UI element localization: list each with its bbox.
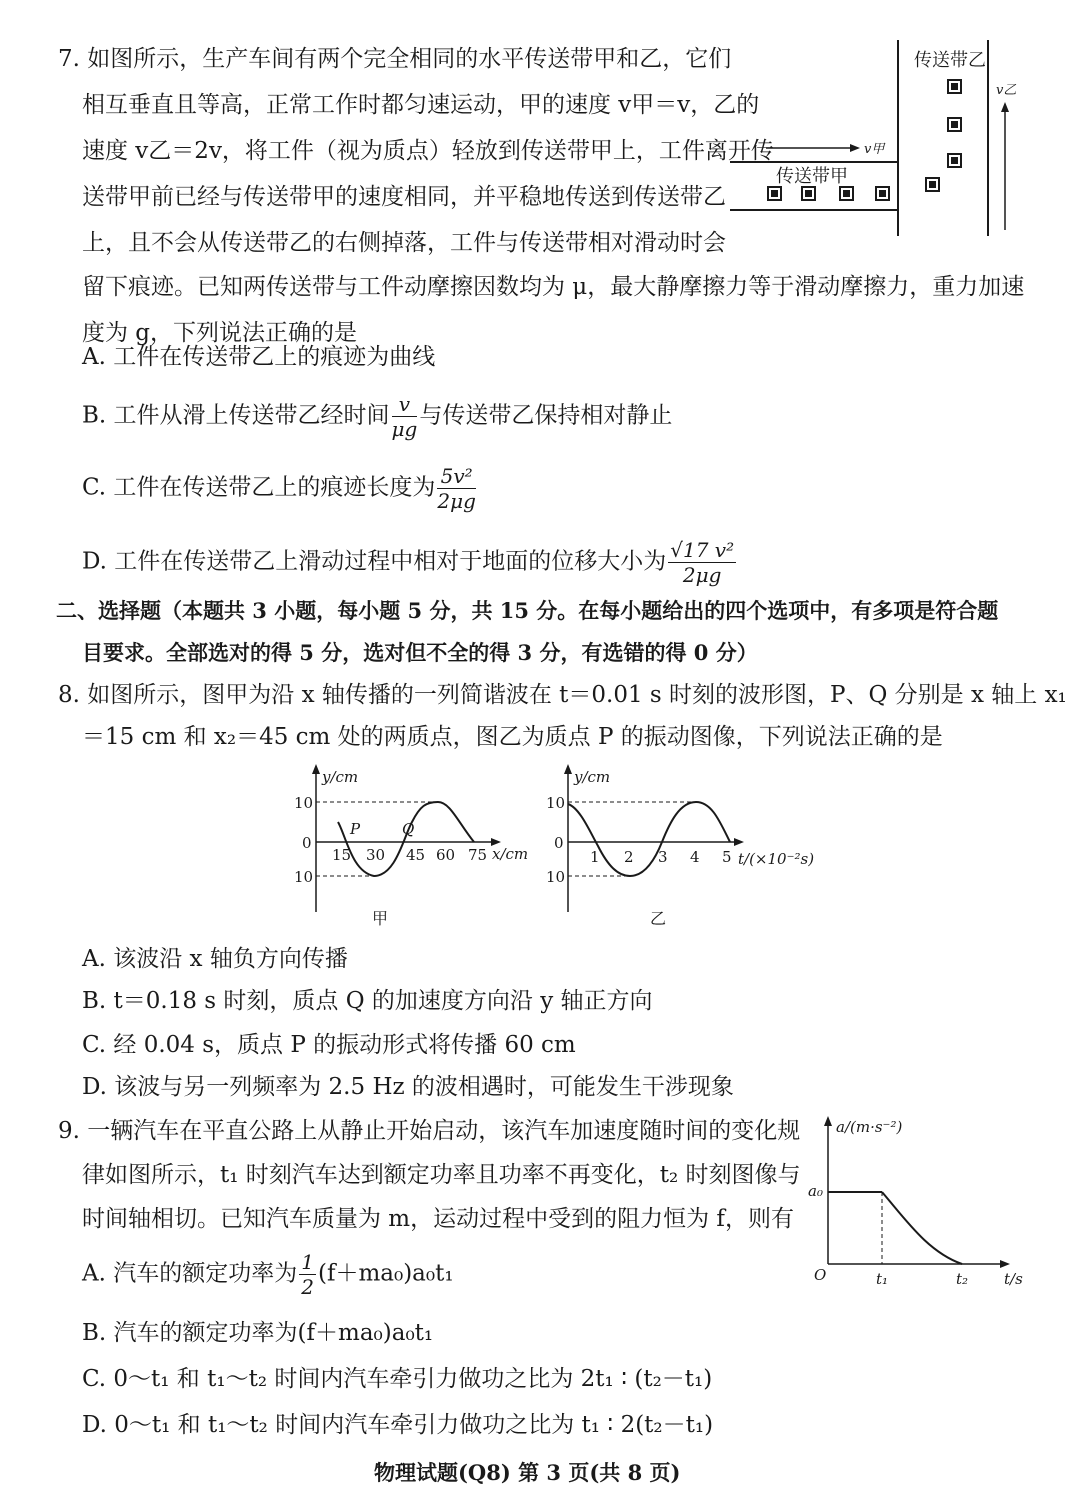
q7-conveyor-figure (730, 40, 1030, 240)
fig-b-xtick-1: 1 (590, 848, 600, 866)
q7-option-b: B. 工件从滑上传送带乙经时间 $\frac{v}{\mu g}$ 与传送带乙保持相对静止 (82, 392, 673, 441)
fig-b-ytick-bottom: 10 (546, 868, 566, 886)
belt-a-label: 传送带甲 (776, 166, 848, 187)
q7-option-a: A. 工件在传送带乙上的痕迹为曲线 (82, 344, 436, 370)
v-a-label: v甲 (864, 142, 885, 157)
q9-line-2: 律如图所示，t₁ 时刻汽车达到额定功率且功率不再变化，t₂ 时刻图像与 (82, 1162, 801, 1188)
q7-line-2: 相互垂直且等高，正常工作时都匀速运动，甲的速度 v甲＝v，乙的 (82, 92, 760, 118)
fig-a-ytick-top: 10 (294, 794, 314, 812)
fig-b-caption: 乙 (650, 909, 667, 928)
fig-b-xtick-4: 4 (690, 848, 700, 866)
fig-b-xtick-2: 2 (624, 848, 634, 866)
fig-a-xtick-15: 15 (332, 846, 352, 864)
fig9-t2: t₂ (956, 1270, 969, 1288)
q9-option-d: D. 0～t₁ 和 t₁～t₂ 时间内汽车牵引力做功之比为 t₁ ∶ 2(t₂－t₁) (82, 1412, 714, 1438)
fig9-ylabel: a/(m·s⁻²) (836, 1118, 903, 1136)
q7-option-c: C. 工件在传送带乙上的痕迹长度为 $\frac{\text{5v²}}{2\mu g}$ (82, 464, 476, 513)
q8-vibration-figure-b (540, 762, 830, 932)
fig-a-ytick-zero: 0 (302, 834, 312, 852)
q8-line-2: ＝15 cm 和 x₂＝45 cm 处的两质点，图乙为质点 P 的振动图像，下列说法正确的是 (82, 724, 943, 750)
q8-wave-figure-a (288, 762, 548, 932)
fig-b-ylabel: y/cm (574, 768, 611, 786)
q7-option-d: D. 工件在传送带乙上滑动过程中相对于地面的位移大小为 $\frac{\text{√17 v²}}{2\mu g}$ (82, 538, 735, 587)
q7-line-4: 送带甲前已经与传送带甲的速度相同，并平稳地传送到传送带乙 (82, 184, 726, 210)
q9-acceleration-figure (806, 1112, 1036, 1292)
q7-line-3: 速度 v乙＝2v，将工件（视为质点）轻放到传送带甲上，工件离开传 (82, 138, 774, 164)
fig-b-ytick-top: 10 (546, 794, 566, 812)
fig-a-point-q: Q (402, 820, 415, 838)
q8-option-a: A. 该波沿 x 轴负方向传播 (82, 946, 348, 972)
q8-option-c: C. 经 0.04 s，质点 P 的振动形式将传播 60 cm (82, 1032, 576, 1058)
v-b-label: v乙 (996, 83, 1017, 98)
q9-line-3: 时间轴相切。已知汽车质量为 m，运动过程中受到的阻力恒为 f，则有 (82, 1206, 794, 1232)
fig-a-caption: 甲 (372, 909, 389, 928)
section2-line-1: 二、选择题（本题共 3 小题，每小题 5 分，共 15 分。在每小题给出的四个选项中，有多项是符合题 (56, 598, 999, 623)
fig-a-xtick-45: 45 (406, 846, 426, 864)
q8-option-d: D. 该波与另一列频率为 2.5 Hz 的波相遇时，可能发生干涉现象 (82, 1074, 734, 1100)
fig9-t1: t₁ (876, 1270, 889, 1288)
q8-line-1: 8. 如图所示，图甲为沿 x 轴传播的一列简谐波在 t＝0.01 s 时刻的波形图，P、Q 分别是 x 轴上 x₁ (58, 682, 1067, 708)
q7-line-1: 7. 如图所示，生产车间有两个完全相同的水平传送带甲和乙，它们 (58, 46, 732, 72)
fig-a-ytick-bottom: 10 (294, 868, 314, 886)
q7-line-7: 度为 g，下列说法正确的是 (82, 320, 358, 346)
fig-a-xtick-60: 60 (436, 846, 456, 864)
fig-a-xtick-30: 30 (366, 846, 386, 864)
belt-b-label: 传送带乙 (914, 50, 986, 71)
fig-a-xtick-75: 75 (468, 846, 488, 864)
fig-a-xlabel: x/cm (492, 845, 529, 863)
q7-line-5: 上，且不会从传送带乙的右侧掉落，工件与传送带相对滑动时会 (82, 230, 726, 256)
fig-b-ytick-zero: 0 (554, 834, 564, 852)
q9-option-a: A. 汽车的额定功率为 $\frac{1}{2}$ (f＋ma₀)a₀t₁ (82, 1250, 454, 1299)
fig9-a0: a₀ (808, 1182, 823, 1200)
fig-b-xlabel: t/(×10⁻²s) (738, 850, 815, 868)
fig9-curve (882, 1192, 962, 1264)
q7-line-6: 留下痕迹。已知两传送带与工件动摩擦因数均为 μ，最大静摩擦力等于滑动摩擦力，重力加速 (82, 274, 1025, 300)
fig9-origin: O (814, 1266, 827, 1284)
q9-line-1: 9. 一辆汽车在平直公路上从静止开始启动，该汽车加速度随时间的变化规 (58, 1118, 801, 1144)
section2-line-2: 目要求。全部选对的得 5 分，选对但不全的得 3 分，有选错的得 0 分） (82, 640, 758, 665)
q8-option-b: B. t＝0.18 s 时刻，质点 Q 的加速度方向沿 y 轴正方向 (82, 988, 653, 1014)
fig-b-xtick-3: 3 (658, 848, 668, 866)
fig-a-ylabel: y/cm (322, 768, 359, 786)
fig-a-wave-curve (338, 802, 474, 876)
fig-b-xtick-5: 5 (722, 848, 732, 866)
q9-option-c: C. 0～t₁ 和 t₁～t₂ 时间内汽车牵引力做功之比为 2t₁ ∶ (t₂－t₁) (82, 1366, 713, 1392)
page-footer: 物理试题(Q8) 第 3 页(共 8 页) (374, 1460, 681, 1485)
fig-a-point-p: P (350, 820, 361, 838)
q9-option-b: B. 汽车的额定功率为(f＋ma₀)a₀t₁ (82, 1320, 434, 1346)
fig9-xlabel: t/s (1004, 1270, 1023, 1288)
